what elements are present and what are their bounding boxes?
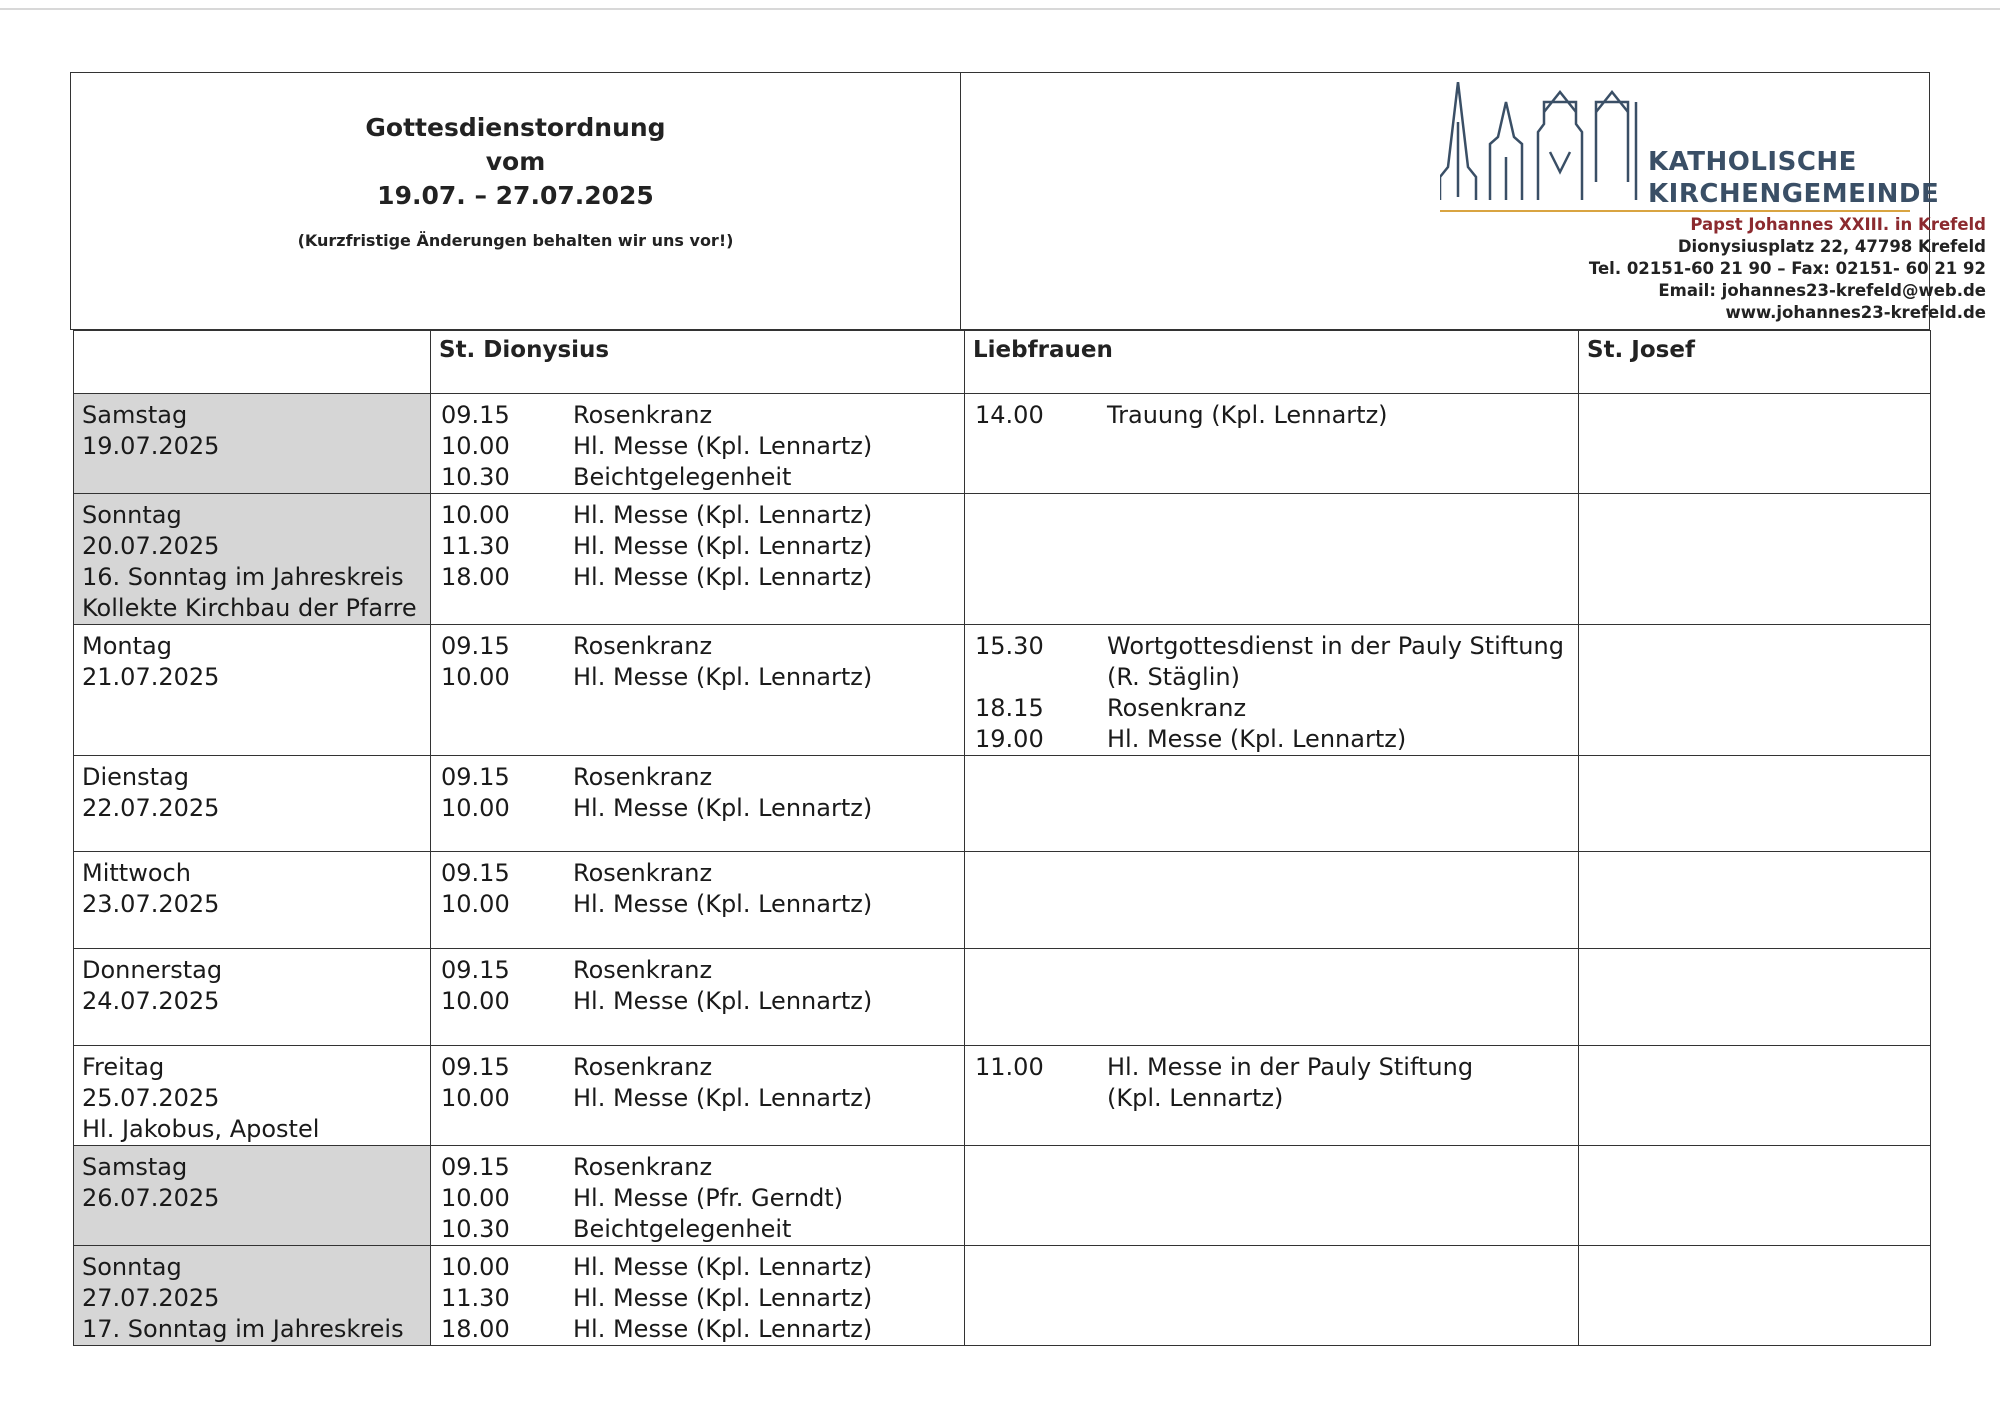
service-description: Hl. Messe (Kpl. Lennartz): [573, 1284, 873, 1312]
logo-text: [1648, 146, 1939, 210]
service-description: Rosenkranz: [573, 1053, 713, 1081]
dionysius-cell: [431, 394, 965, 494]
service-description: Hl. Messe in der Pauly Stiftung (Kpl. Lennartz): [1107, 1053, 1474, 1112]
weekday-label: Samstag: [82, 401, 188, 429]
day-cell: [74, 1146, 431, 1246]
schedule-body: [74, 394, 1931, 1346]
josef-cell: [1579, 1246, 1931, 1346]
day-note: Kollekte Kirchbau der Pfarre: [82, 594, 417, 622]
service-entry: [441, 858, 964, 889]
service-time: 10.00: [441, 501, 510, 529]
service-time: 09.15: [441, 1053, 510, 1081]
service-time: 10.00: [441, 987, 510, 1015]
service-time: 18.15: [975, 694, 1044, 722]
service-entry: [441, 1152, 964, 1183]
service-entry: [441, 1283, 964, 1314]
service-time: 14.00: [975, 401, 1044, 429]
josef-cell: [1579, 625, 1931, 756]
dionysius-cell: [431, 949, 965, 1046]
header-title-cell: [71, 73, 961, 329]
table-row: [74, 494, 1931, 625]
table-header-row: [74, 331, 1931, 394]
service-description: Hl. Messe (Kpl. Lennartz): [573, 890, 873, 918]
parish-website: www.johannes23-krefeld.de: [1725, 303, 1986, 322]
service-description: Rosenkranz: [573, 763, 713, 791]
service-time: 11.30: [441, 1284, 510, 1312]
date-label: 19.07.2025: [82, 432, 220, 460]
title-line-1: Gottesdienstordnung: [365, 113, 666, 142]
service-description: Rosenkranz: [573, 956, 713, 984]
service-time: 10.00: [441, 1084, 510, 1112]
service-entry: [441, 955, 964, 986]
service-description: Hl. Messe (Kpl. Lennartz): [573, 432, 873, 460]
day-note: 16. Sonntag im Jahreskreis: [82, 563, 404, 591]
weekday-label: Samstag: [82, 1153, 188, 1181]
document-title: [71, 111, 960, 213]
weekday-label: Sonntag: [82, 501, 182, 529]
service-entry: [441, 631, 964, 662]
date-label: 21.07.2025: [82, 663, 220, 691]
service-time: 09.15: [441, 401, 510, 429]
liebfrauen-cell: [965, 1246, 1579, 1346]
service-entry: [975, 724, 1578, 755]
date-label: 25.07.2025: [82, 1084, 220, 1112]
date-label: 27.07.2025: [82, 1284, 220, 1312]
service-description: Hl. Messe (Kpl. Lennartz): [573, 563, 873, 591]
service-description: Beichtgelegenheit: [573, 1215, 792, 1243]
service-entry: [441, 793, 964, 824]
column-header-st-dionysius: St. Dionysius: [431, 331, 965, 394]
column-header-st-josef: St. Josef: [1579, 331, 1931, 394]
table-row: [74, 1246, 1931, 1346]
parish-phone-fax: Tel. 02151-60 21 90 – Fax: 02151- 60 21 92: [1588, 259, 1986, 278]
service-time: 18.00: [441, 563, 510, 591]
josef-cell: [1579, 494, 1931, 625]
service-time: 15.30: [975, 632, 1044, 660]
table-row: [74, 949, 1931, 1046]
josef-cell: [1579, 949, 1931, 1046]
service-description: Rosenkranz: [1107, 694, 1247, 722]
liebfrauen-cell: [965, 394, 1579, 494]
day-cell: [74, 756, 431, 852]
liebfrauen-cell: [965, 1146, 1579, 1246]
liebfrauen-cell: [965, 852, 1579, 949]
logo-text-line-1: KATHOLISCHE: [1648, 147, 1857, 177]
dionysius-cell: [431, 1146, 965, 1246]
weekday-label: Dienstag: [82, 763, 189, 791]
dionysius-cell: [431, 852, 965, 949]
dionysius-cell: [431, 625, 965, 756]
josef-cell: [1579, 756, 1931, 852]
service-entry: [441, 889, 964, 920]
liebfrauen-cell: [965, 949, 1579, 1046]
josef-cell: [1579, 852, 1931, 949]
parish-address: Dionysiusplatz 22, 47798 Krefeld: [1677, 237, 1986, 256]
day-cell: [74, 625, 431, 756]
weekday-label: Donnerstag: [82, 956, 223, 984]
liebfrauen-cell: [965, 625, 1579, 756]
table-row: [74, 394, 1931, 494]
parish-contact: [1589, 214, 1986, 324]
service-schedule-table: [73, 330, 1931, 1346]
service-entry: [441, 500, 964, 531]
service-description: Hl. Messe (Kpl. Lennartz): [573, 1315, 873, 1343]
dionysius-cell: [431, 1246, 965, 1346]
service-time: 09.15: [441, 859, 510, 887]
church-towers-icon: [1440, 82, 1640, 210]
service-time: 10.00: [441, 794, 510, 822]
service-entry: [441, 1214, 964, 1245]
parish-name: Papst Johannes XXIII. in Krefeld: [1690, 215, 1986, 234]
dionysius-cell: [431, 494, 965, 625]
day-note: Hl. Jakobus, Apostel: [82, 1115, 320, 1143]
service-entry: [975, 1052, 1578, 1114]
service-description: Hl. Messe (Kpl. Lennartz): [573, 1084, 873, 1112]
service-time: 10.00: [441, 890, 510, 918]
service-time: 09.15: [441, 763, 510, 791]
service-description: Hl. Messe (Pfr. Gerndt): [573, 1184, 844, 1212]
dionysius-cell: [431, 1046, 965, 1146]
table-row: [74, 1046, 1931, 1146]
service-entry: [441, 662, 964, 693]
parish-email: Email: johannes23-krefeld@web.de: [1658, 281, 1986, 300]
service-entry: [975, 400, 1578, 431]
service-entry: [441, 1252, 964, 1283]
table-row: [74, 756, 1931, 852]
day-cell: [74, 1246, 431, 1346]
table-row: [74, 1146, 1931, 1246]
service-entry: [441, 1083, 964, 1114]
date-label: 22.07.2025: [82, 794, 220, 822]
service-description: Rosenkranz: [573, 1153, 713, 1181]
weekday-label: Mittwoch: [82, 859, 191, 887]
liebfrauen-cell: [965, 1046, 1579, 1146]
day-cell: [74, 852, 431, 949]
dionysius-cell: [431, 756, 965, 852]
service-description: Wortgottesdienst in der Pauly Stiftung (R. Stäglin): [1107, 632, 1564, 691]
date-label: 24.07.2025: [82, 987, 220, 1015]
day-cell: [74, 394, 431, 494]
service-description: Hl. Messe (Kpl. Lennartz): [573, 794, 873, 822]
service-description: Hl. Messe (Kpl. Lennartz): [573, 663, 873, 691]
scan-edge-line: [0, 8, 2000, 10]
logo-divider: [1440, 210, 1910, 212]
change-note: (Kurzfristige Änderungen behalten wir uns vor!): [297, 231, 734, 250]
service-time: 09.15: [441, 632, 510, 660]
liebfrauen-cell: [965, 494, 1579, 625]
service-description: Hl. Messe (Kpl. Lennartz): [573, 1253, 873, 1281]
service-description: Hl. Messe (Kpl. Lennartz): [573, 501, 873, 529]
service-time: 10.00: [441, 663, 510, 691]
service-description: Hl. Messe (Kpl. Lennartz): [573, 987, 873, 1015]
service-time: 10.00: [441, 432, 510, 460]
service-time: 10.00: [441, 1253, 510, 1281]
service-time: 09.15: [441, 1153, 510, 1181]
service-time: 11.00: [975, 1053, 1044, 1081]
service-entry: [441, 431, 964, 462]
service-description: Rosenkranz: [573, 401, 713, 429]
logo-text-line-2: KIRCHENGEMEINDE: [1648, 179, 1940, 209]
service-entry: [975, 693, 1578, 724]
service-entry: [441, 462, 964, 493]
service-entry: [441, 1314, 964, 1345]
service-entry: [441, 986, 964, 1017]
title-line-3: 19.07. – 27.07.2025: [377, 181, 654, 210]
table-row: [74, 852, 1931, 949]
day-cell: [74, 949, 431, 1046]
weekday-label: Freitag: [82, 1053, 165, 1081]
service-description: Hl. Messe (Kpl. Lennartz): [573, 532, 873, 560]
day-cell: [74, 494, 431, 625]
josef-cell: [1579, 1146, 1931, 1246]
service-time: 19.00: [975, 725, 1044, 753]
service-entry: [441, 1183, 964, 1214]
title-line-2: vom: [485, 147, 546, 176]
table-row: [74, 625, 1931, 756]
service-description: Rosenkranz: [573, 859, 713, 887]
column-header-liebfrauen: Liebfrauen: [965, 331, 1579, 394]
service-time: 10.30: [441, 463, 510, 491]
liebfrauen-cell: [965, 756, 1579, 852]
service-time: 18.00: [441, 1315, 510, 1343]
josef-cell: [1579, 394, 1931, 494]
date-label: 26.07.2025: [82, 1184, 220, 1212]
service-time: 10.00: [441, 1184, 510, 1212]
date-label: 23.07.2025: [82, 890, 220, 918]
service-entry: [441, 400, 964, 431]
weekday-label: Sonntag: [82, 1253, 182, 1281]
service-time: 10.30: [441, 1215, 510, 1243]
service-description: Trauung (Kpl. Lennartz): [1107, 401, 1388, 429]
service-entry: [441, 762, 964, 793]
josef-cell: [1579, 1046, 1931, 1146]
date-label: 20.07.2025: [82, 532, 220, 560]
service-entry: [441, 531, 964, 562]
service-time: 09.15: [441, 956, 510, 984]
service-entry: [975, 631, 1578, 693]
service-entry: [441, 1052, 964, 1083]
weekday-label: Montag: [82, 632, 172, 660]
day-cell: [74, 1046, 431, 1146]
service-entry: [441, 562, 964, 593]
service-time: 11.30: [441, 532, 510, 560]
service-description: Hl. Messe (Kpl. Lennartz): [1107, 725, 1407, 753]
day-note: 17. Sonntag im Jahreskreis: [82, 1315, 404, 1343]
column-header-day: [74, 331, 431, 394]
service-description: Beichtgelegenheit: [573, 463, 792, 491]
service-description: Rosenkranz: [573, 632, 713, 660]
